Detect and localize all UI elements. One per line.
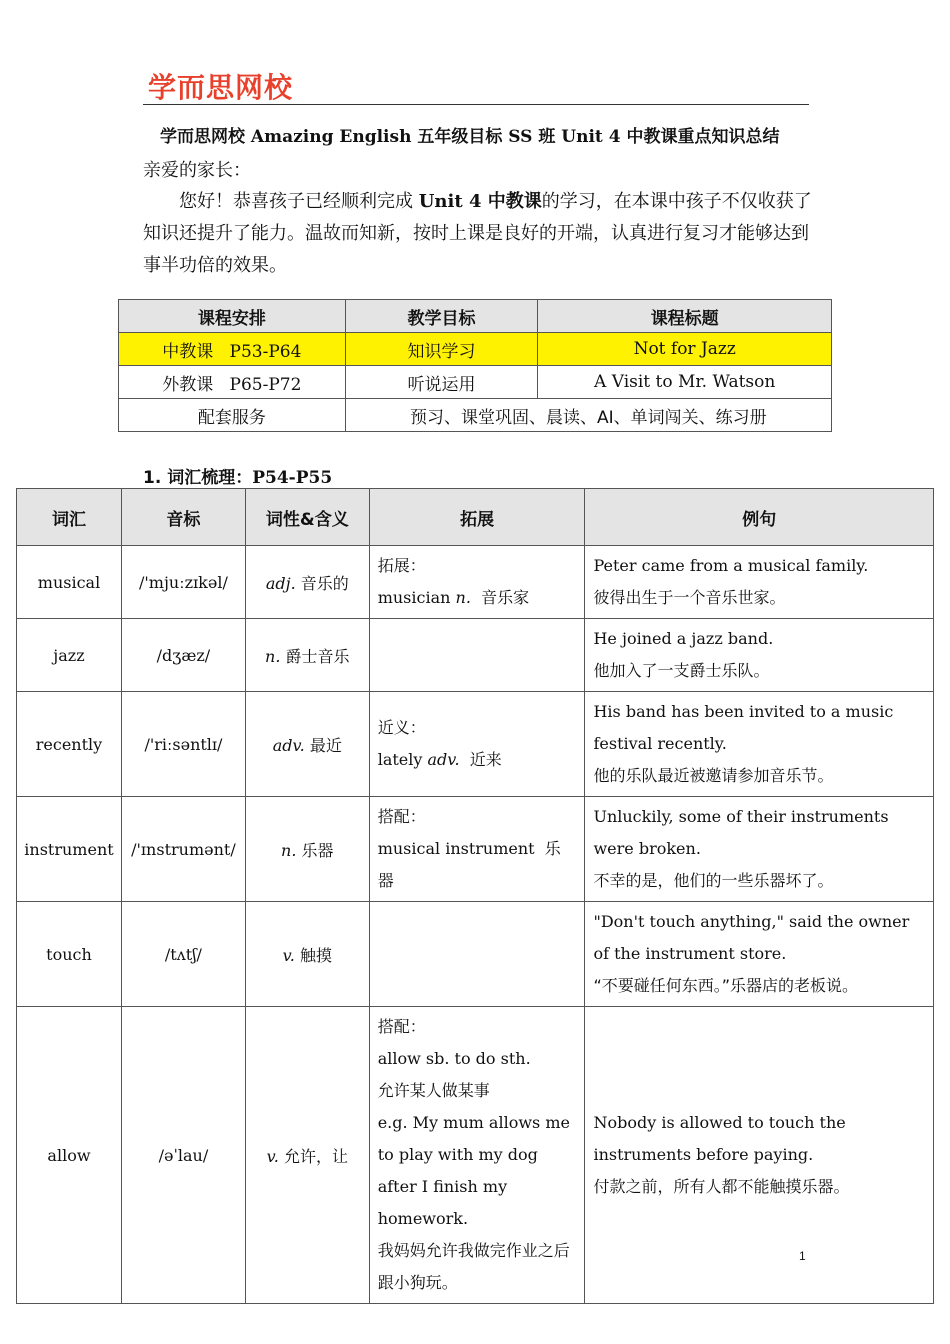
table-row xyxy=(17,1007,934,1304)
table-row xyxy=(17,797,934,902)
vocab-extension xyxy=(369,902,585,1007)
vocab-ipa: /dʒæz/ xyxy=(121,619,245,692)
table-row xyxy=(17,619,934,692)
vocab-example: "Don't touch anything," said the owner of the instrument store. “不要碰任何东西。”乐器店的老板说。 xyxy=(585,902,934,1007)
service-label: 配套服务 xyxy=(119,399,346,432)
schedule-title: A Visit to Mr. Watson xyxy=(538,366,832,399)
vocab-example: His band has been invited to a music festival recently. 他的乐队最近被邀请参加音乐节。 xyxy=(585,692,934,797)
schedule-course: 外教课 P65-P72 xyxy=(119,366,346,399)
brand-logo: 学而思网校 xyxy=(148,71,294,104)
schedule-row xyxy=(119,399,832,432)
table-row xyxy=(17,902,934,1007)
schedule-header: 课程标题 xyxy=(538,300,832,333)
vocab-header: 拓展 xyxy=(369,489,585,546)
vocab-word: touch xyxy=(17,902,122,1007)
vocab-ipa: /tʌtʃ/ xyxy=(121,902,245,1007)
vocab-ipa: /'ɪnstrumənt/ xyxy=(121,797,245,902)
table-row xyxy=(17,546,934,619)
vocab-extension: 搭配： musical instrument 乐器 xyxy=(369,797,585,902)
section-heading: 1. 词汇梳理：P54-P55 xyxy=(143,468,333,488)
schedule-header: 课程安排 xyxy=(119,300,346,333)
schedule-goal: 知识学习 xyxy=(345,333,538,366)
vocab-extension: 近义： lately adv. 近来 xyxy=(369,692,585,797)
vocab-example: Peter came from a musical family. 彼得出生于一个音乐世家。 xyxy=(585,546,934,619)
vocab-header: 音标 xyxy=(121,489,245,546)
vocab-word: instrument xyxy=(17,797,122,902)
vocab-word: allow xyxy=(17,1007,122,1304)
vocab-example: He joined a jazz band. 他加入了一支爵士乐队。 xyxy=(585,619,934,692)
schedule-course: 中教课 P53-P64 xyxy=(119,333,346,366)
vocab-extension: 搭配： allow sb. to do sth. 允许某人做某事 e.g. My mum allows me to play with my dog after I finish my homework. 我妈妈允许我做完作业之后跟小狗玩。 xyxy=(369,1007,585,1304)
vocab-example: Nobody is allowed to touch the instruments before paying. 付款之前，所有人都不能触摸乐器。 xyxy=(585,1007,934,1304)
table-row xyxy=(17,692,934,797)
vocab-ipa: /'riːsəntlɪ/ xyxy=(121,692,245,797)
vocab-word: musical xyxy=(17,546,122,619)
schedule-header: 教学目标 xyxy=(345,300,538,333)
service-value: 预习、课堂巩固、晨读、AI、单词闯关、练习册 xyxy=(345,399,831,432)
vocab-ipa: /'mjuːzɪkəl/ xyxy=(121,546,245,619)
vocab-extension: 拓展： musician n. 音乐家 xyxy=(369,546,585,619)
schedule-goal: 听说运用 xyxy=(345,366,538,399)
schedule-row xyxy=(119,333,832,366)
vocab-meaning: n. 爵士音乐 xyxy=(245,619,369,692)
vocab-example: Unluckily, some of their instruments were broken. 不幸的是，他们的一些乐器坏了。 xyxy=(585,797,934,902)
vocab-header: 词汇 xyxy=(17,489,122,546)
schedule-row xyxy=(119,366,832,399)
vocab-meaning: adv. 最近 xyxy=(245,692,369,797)
intro-paragraph: 您好！恭喜孩子已经顺利完成 Unit 4 中教课的学习，在本课中孩子不仅收获了知识还提升了能力。温故而知新，按时上课是良好的开端，认真进行复习才能够达到事半功倍的效果。 xyxy=(143,191,812,276)
page-number: 1 xyxy=(799,1249,806,1263)
vocab-word: jazz xyxy=(17,619,122,692)
vocab-meaning: n. 乐器 xyxy=(245,797,369,902)
course-schedule-table xyxy=(118,299,832,432)
vocab-header: 例句 xyxy=(585,489,934,546)
vocab-header: 词性&含义 xyxy=(245,489,369,546)
vocab-word: recently xyxy=(17,692,122,797)
schedule-title: Not for Jazz xyxy=(538,333,832,366)
document-title: 学而思网校 Amazing English 五年级目标 SS 班 Unit 4 中教课重点知识总结 xyxy=(160,127,780,147)
vocabulary-table xyxy=(16,488,934,1304)
vocab-ipa: /əˈlau/ xyxy=(121,1007,245,1304)
vocab-meaning: v. 触摸 xyxy=(245,902,369,1007)
greeting: 亲爱的家长： xyxy=(143,160,251,181)
vocab-meaning: v. 允许，让 xyxy=(245,1007,369,1304)
header-divider xyxy=(143,104,809,105)
vocab-extension xyxy=(369,619,585,692)
vocab-meaning: adj. 音乐的 xyxy=(245,546,369,619)
